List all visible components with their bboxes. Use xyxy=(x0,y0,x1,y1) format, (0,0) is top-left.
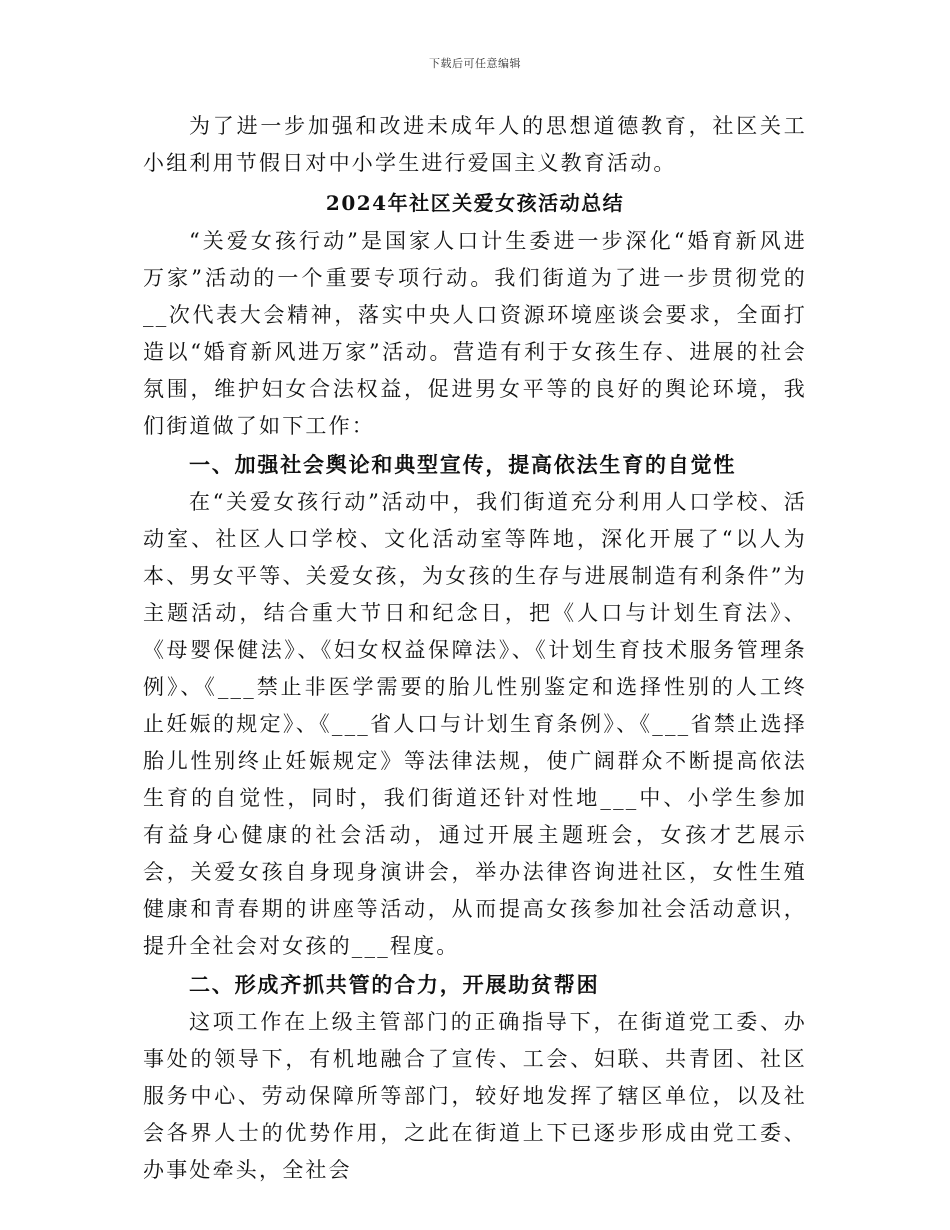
section-heading-2: 二、形成齐抓共管的合力，开展助贫帮困 xyxy=(189,972,600,997)
document-body xyxy=(143,108,807,1189)
section-heading-1: 一、加强社会舆论和典型宣传，提高依法生育的自觉性 xyxy=(189,452,737,477)
document-title: 2024年社区关爱女孩活动总结 xyxy=(325,191,625,215)
paragraph-3: 这项工作在上级主管部门的正确指导下，在街道党工委、办事处的领导下，有机地融合了宣传、工会、妇联、共青团、社区服务中心、劳动保障所等部门，较好地发挥了辖区单位，以及社会各界人士的优势作用，之此在街道上下已逐步形成由党工委、办事处牵头，全社会 xyxy=(143,1010,807,1182)
paragraph-1: “关爱女孩行动”是国家人口计生委进一步深化“婚育新风进万家”活动的一个重要专项行动。我们街道为了进一步贯彻党的__次代表大会精神，落实中央人口资源环境座谈会要求，全面打造以“婚育新风进万家”活动。营造有利于女孩生存、进展的社会氛围，维护妇女合法权益，促进男女平等的良好的舆论环境，我们街道做了如下工作： xyxy=(143,229,807,438)
intro-paragraph: 为了进一步加强和改进未成年人的思想道德教育，社区关工小组利用节假日对中小学生进行爱国主义教育活动。 xyxy=(143,114,807,175)
header-note: 下载后可任意编辑 xyxy=(429,57,521,70)
paragraph-2: 在“关爱女孩行动”活动中，我们街道充分利用人口学校、活动室、社区人口学校、文化活动室等阵地，深化开展了“以人为本、男女平等、关爱女孩，为女孩的生存与进展制造有利条件”为主题活动，结合重大节日和纪念日，把《人口与计划生育法》、《母婴保健法》、《妇女权益保障法》、《计划生育技术服务管理条例》、《___禁止非医学需要的胎儿性别鉴定和选择性别的人工终止妊娠的规定》、《___省人口与计划生育条例》、《___省禁止选择胎儿性别终止妊娠规定》等法律法规，使广阔群众不断提高依法生育的自觉性，同时，我们街道还针对性地___中、小学生参加有益身心健康的社会活动，通过开展主题班会，女孩才艺展示会，关爱女孩自身现身演讲会，举办法律咨询进社区，女性生殖健康和青春期的讲座等活动，从而提高女孩参加社会活动意识，提升全社会对女孩的___程度。 xyxy=(143,490,807,958)
